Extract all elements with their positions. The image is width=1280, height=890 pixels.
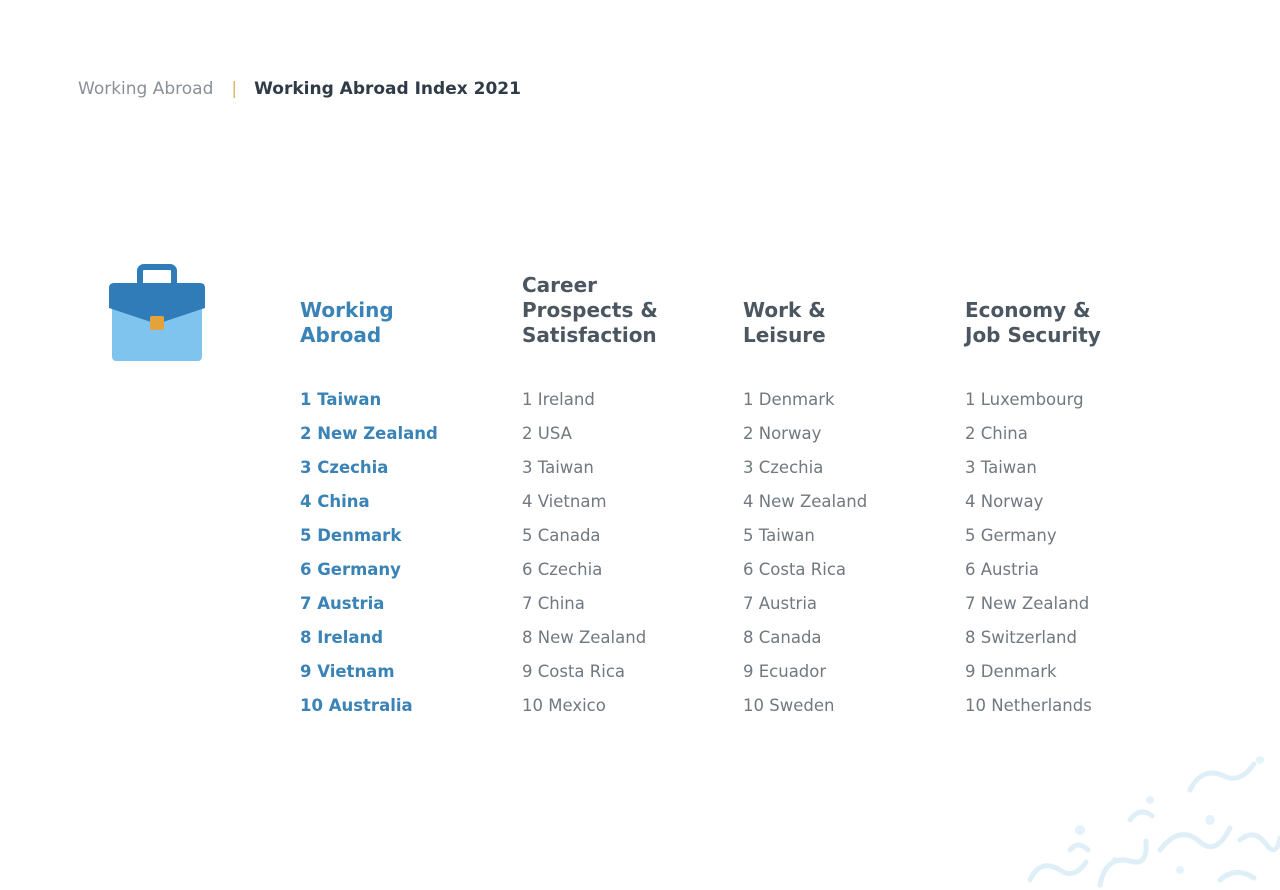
column-title-career-prospects xyxy=(522,268,658,348)
list-item: 1 Luxembourg xyxy=(965,390,1084,409)
list-item: 7 New Zealand xyxy=(965,594,1090,613)
briefcase-icon xyxy=(108,264,206,364)
list-item: 7 Austria xyxy=(743,594,818,613)
list-item: 1 Taiwan xyxy=(300,390,382,409)
column-title-line: Work & xyxy=(743,298,826,322)
list-item: 8 Canada xyxy=(743,628,822,647)
list-item: 2 China xyxy=(965,424,1028,443)
column-title-work-leisure xyxy=(743,268,826,348)
list-item: 7 Austria xyxy=(300,594,385,613)
column-title-line: Satisfaction xyxy=(522,323,657,347)
column-title-line: Career xyxy=(522,273,598,297)
list-item: 9 Costa Rica xyxy=(522,662,626,681)
list-item: 3 Taiwan xyxy=(965,458,1037,477)
list-item: 3 Czechia xyxy=(743,458,824,477)
list-item: 2 Norway xyxy=(743,424,822,443)
breadcrumb-separator: | xyxy=(231,79,238,99)
ranking-list-economy-job-security xyxy=(965,386,1092,726)
ranking-list-work-leisure xyxy=(743,386,867,726)
ranking-list-working-abroad xyxy=(300,386,438,726)
list-item: 5 Taiwan xyxy=(743,526,815,545)
column-title-line: Economy & xyxy=(965,298,1091,322)
list-item: 10 Mexico xyxy=(522,696,606,715)
list-item: 9 Ecuador xyxy=(743,662,827,681)
column-title-line: Prospects & xyxy=(522,298,658,322)
list-item: 4 Norway xyxy=(965,492,1044,511)
list-item: 5 Canada xyxy=(522,526,601,545)
column-title-working-abroad xyxy=(300,268,394,348)
list-item: 8 Ireland xyxy=(300,628,384,647)
list-item: 9 Vietnam xyxy=(300,662,395,681)
list-item: 8 New Zealand xyxy=(522,628,647,647)
breadcrumb xyxy=(78,76,521,102)
list-item: 6 Czechia xyxy=(522,560,603,579)
list-item: 10 Netherlands xyxy=(965,696,1092,715)
list-item: 1 Denmark xyxy=(743,390,835,409)
list-item: 4 Vietnam xyxy=(522,492,607,511)
list-item: 10 Australia xyxy=(300,696,413,715)
breadcrumb-current: Working Abroad Index 2021 xyxy=(254,79,521,99)
list-item: 6 Germany xyxy=(300,560,401,579)
list-item: 5 Germany xyxy=(965,526,1057,545)
list-item: 8 Switzerland xyxy=(965,628,1077,647)
column-title-line: Job Security xyxy=(965,323,1101,347)
list-item: 2 New Zealand xyxy=(300,424,438,443)
list-item: 4 China xyxy=(300,492,370,511)
list-item: 4 New Zealand xyxy=(743,492,868,511)
list-item: 3 Taiwan xyxy=(522,458,594,477)
list-item: 6 Austria xyxy=(965,560,1040,579)
list-item: 10 Sweden xyxy=(743,696,835,715)
column-title-line: Leisure xyxy=(743,323,826,347)
list-item: 7 China xyxy=(522,594,585,613)
list-item: 2 USA xyxy=(522,424,572,443)
column-title-line: Abroad xyxy=(300,323,382,347)
list-item: 1 Ireland xyxy=(522,390,595,409)
breadcrumb-link-working-abroad[interactable]: Working Abroad xyxy=(78,79,214,99)
column-title-line: Working xyxy=(300,298,394,322)
list-item: 9 Denmark xyxy=(965,662,1057,681)
decorative-pattern xyxy=(1010,720,1280,890)
column-title-economy-job-security xyxy=(965,268,1101,348)
ranking-list-career-prospects xyxy=(522,386,646,726)
list-item: 5 Denmark xyxy=(300,526,402,545)
list-item: 6 Costa Rica xyxy=(743,560,847,579)
list-item: 3 Czechia xyxy=(300,458,389,477)
